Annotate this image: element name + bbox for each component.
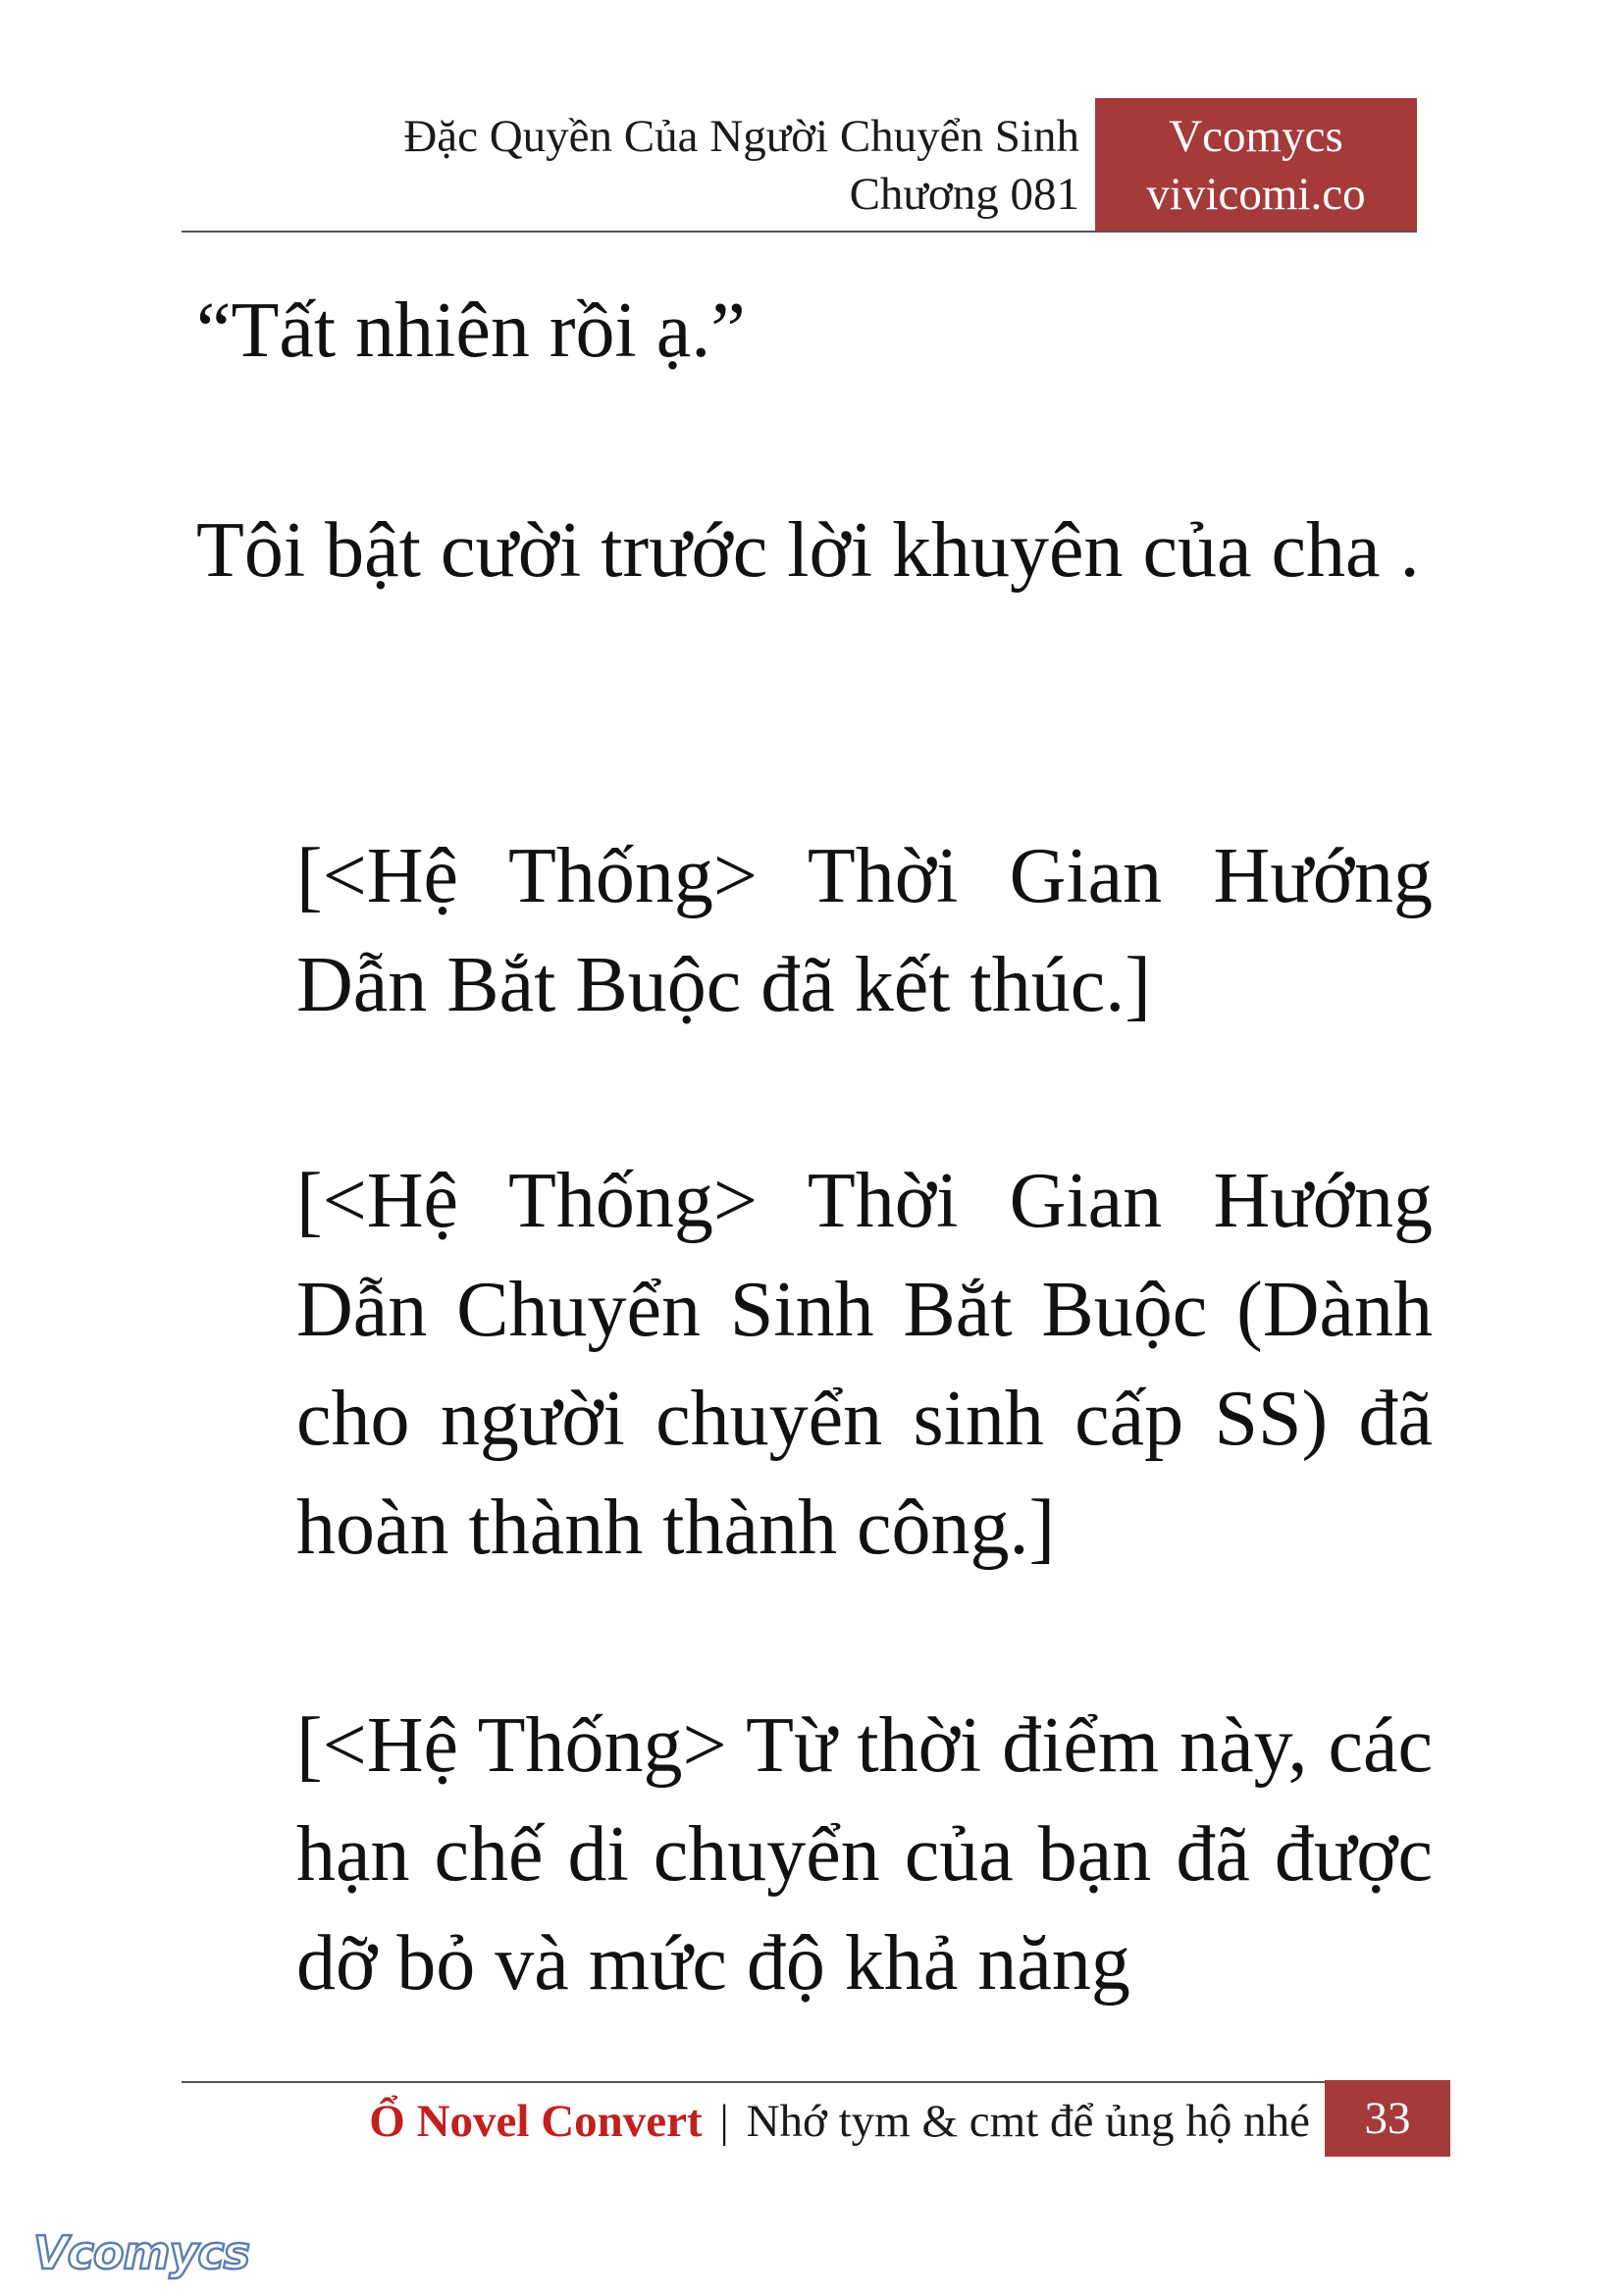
narration-paragraph: Tôi bật cười trước lời khuyên của cha . xyxy=(196,507,1420,594)
book-title: Đặc Quyền Của Người Chuyển Sinh xyxy=(403,111,1079,162)
running-header xyxy=(403,108,1079,224)
site-badge xyxy=(1095,98,1417,232)
site-badge-url: vivicomi.co xyxy=(1146,169,1366,220)
footer-brand: Ổ Novel Convert xyxy=(369,2096,703,2147)
footer-message: Nhớ tym & cmt để ủng hộ nhé xyxy=(746,2096,1310,2147)
dialogue-paragraph: “Tất nhiên rồi ạ.” xyxy=(196,287,746,374)
site-badge-name: Vcomycs xyxy=(1169,111,1343,162)
system-message-1: [<Hệ Thống> Thời Gian Hướng Dẫn Bắt Buộc đã kết thúc.] xyxy=(296,833,1433,1028)
page-number: 33 xyxy=(1325,2080,1450,2157)
system-message-3: [<Hệ Thống> Từ thời điểm này, các hạn chế di chuyển của bạn đã được dỡ bỏ và mức độ khả năng xyxy=(296,1702,1433,2007)
watermark-logo xyxy=(29,2219,257,2288)
watermark-logo-text: Vcomycs xyxy=(33,2226,250,2279)
system-message-2: [<Hệ Thống> Thời Gian Hướng Dẫn Chuyển Sinh Bắt Buộc (Dành cho người chuyển sinh cấp SS) đã hoàn thành thành công.] xyxy=(296,1158,1433,1571)
chapter-label: Chương 081 xyxy=(849,169,1079,220)
footer-divider xyxy=(182,2081,1450,2083)
footer-separator: | xyxy=(719,2096,729,2147)
footer-text xyxy=(369,2092,1310,2151)
header-divider xyxy=(182,231,1417,233)
